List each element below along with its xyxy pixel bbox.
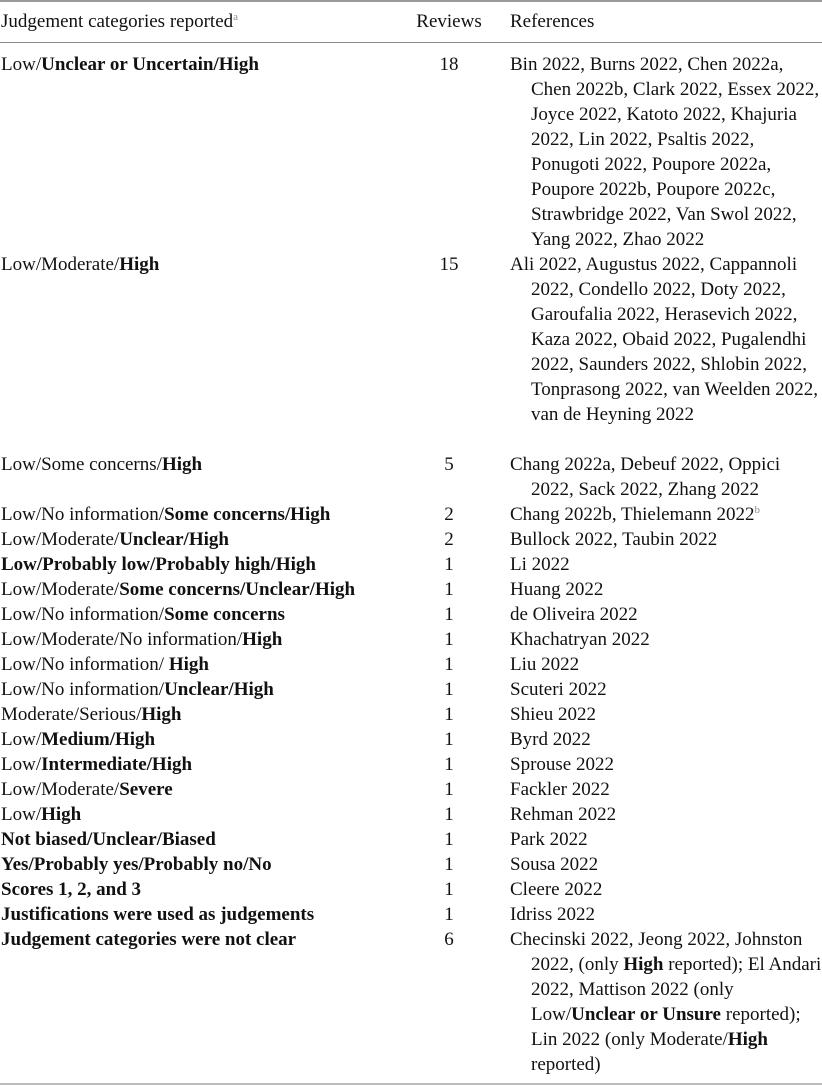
text-run: Checinski 2022, Jeong 2022, Johnston 2022, (only	[510, 929, 803, 975]
references-cell	[510, 777, 822, 802]
text-run: Low/No information/	[1, 504, 165, 525]
text-run: Unclear or Uncertain/High	[41, 54, 259, 75]
judgement-category-cell	[1, 502, 406, 527]
reviews-count-cell: 1	[444, 679, 454, 700]
references-cell	[510, 752, 822, 777]
header-judgement-categories-label: Judgement categories reported	[1, 11, 234, 32]
text-run: Some concerns	[164, 604, 285, 625]
text-run: Some concerns/Unclear/High	[119, 579, 356, 600]
judgement-category-cell	[1, 252, 406, 277]
references-text: Cleere 2022	[510, 879, 603, 900]
judgement-category-cell	[1, 577, 406, 602]
text-run: Low/Some concerns/	[1, 454, 162, 475]
reviews-count-cell: 1	[444, 754, 454, 775]
references-cell	[510, 727, 822, 752]
text-run: Severe	[119, 779, 173, 800]
reviews-count-cell: 1	[444, 904, 454, 925]
text-run: High	[161, 454, 203, 475]
references-text: Sousa 2022	[510, 854, 599, 875]
references-cell	[510, 452, 822, 502]
text-run: reported); El Andari 2022, Mattison 2022 (only Low/	[531, 954, 822, 1025]
references-text: Scuteri 2022	[510, 679, 607, 700]
text-run: High	[141, 704, 182, 725]
header-judgement-categories	[1, 9, 406, 34]
references-cell	[510, 627, 822, 652]
references-text: Bullock 2022, Taubin 2022	[510, 529, 718, 550]
references-text: Rehman 2022	[510, 804, 617, 825]
text-run: Low/No information/	[1, 604, 165, 625]
reviews-count-cell: 1	[444, 629, 454, 650]
text-run: Low/Moderate/	[1, 529, 120, 550]
reviews-count-cell: 1	[444, 829, 454, 850]
judgement-category-cell	[1, 52, 406, 77]
text-run: Unclear or Unsure	[571, 1004, 721, 1025]
text-run: Some concerns/High	[164, 504, 331, 525]
references-text: Chang 2022a, Debeuf 2022, Oppici 2022, Sack 2022, Zhang 2022	[510, 454, 781, 500]
text-run: Low/No information/	[1, 679, 165, 700]
references-cell	[510, 602, 822, 627]
judgement-category-cell	[1, 602, 406, 627]
reviews-count-cell: 1	[444, 704, 454, 725]
text-run: Not biased/Unclear/Biased	[1, 829, 216, 850]
text-run: Low/Probably low/Probably high/High	[1, 554, 316, 575]
reviews-count-cell: 1	[444, 579, 454, 600]
judgement-category-cell	[1, 802, 406, 827]
judgement-category-cell	[1, 552, 406, 577]
text-run: Intermediate/High	[41, 754, 193, 775]
references-text: Liu 2022	[510, 654, 580, 675]
text-run: Low/	[1, 804, 42, 825]
text-run: Judgement categories were not clear	[1, 929, 297, 950]
reviews-count-cell: 2	[444, 529, 454, 550]
judgement-category-cell	[1, 902, 406, 927]
references-text: Shieu 2022	[510, 704, 597, 725]
references-cell	[510, 902, 822, 927]
text-run: Low/Moderate/	[1, 779, 120, 800]
reviews-count-cell: 1	[444, 604, 454, 625]
references-cell	[510, 252, 822, 427]
references-cell	[510, 552, 822, 577]
text-run: Low/	[1, 754, 42, 775]
text-run: Yes/Probably yes/Probably no/No	[1, 854, 272, 875]
text-run: Scores 1, 2, and 3	[1, 879, 142, 900]
references-text: Huang 2022	[510, 579, 604, 600]
references-text: Li 2022	[510, 554, 570, 575]
judgement-category-cell	[1, 452, 406, 477]
references-text: Idriss 2022	[510, 904, 595, 925]
reviews-count-cell: 5	[444, 454, 454, 475]
references-text: Bin 2022, Burns 2022, Chen 2022a, Chen 2022b, Clark 2022, Essex 2022, Joyce 2022, Katoto 2022, Khajuria 2022, Lin 2022, Psaltis 2022, Ponugoti 2022, Poupore 2022a, Poupore 2022b, Poupore 2022c, Strawbridge 2022, Van Swol 2022, Yang 2022, Zhao 2022	[510, 54, 820, 250]
references-cell	[510, 677, 822, 702]
text-run: reported); Lin 2022 (only Moderate/	[531, 1004, 801, 1050]
reviews-count-cell: 1	[444, 729, 454, 750]
references-cell	[510, 877, 822, 902]
reviews-count-cell: 18	[439, 54, 459, 75]
references-cell	[510, 827, 822, 852]
references-cell	[510, 702, 822, 727]
reviews-count-cell: 1	[444, 779, 454, 800]
footnote-marker-b: b	[754, 504, 761, 516]
judgement-category-cell	[1, 777, 406, 802]
reviews-count-cell: 1	[444, 654, 454, 675]
references-text: Sprouse 2022	[510, 754, 614, 775]
text-run: Low/Moderate/	[1, 579, 120, 600]
judgement-category-cell	[1, 827, 406, 852]
text-run: Unclear/High	[119, 529, 229, 550]
text-run: Low/No information/	[1, 654, 169, 675]
text-run: High	[727, 1029, 768, 1050]
table-bottom-rule	[0, 1083, 822, 1085]
header-references: References	[510, 11, 595, 32]
reviews-count-cell: 15	[439, 254, 459, 275]
text-run: High	[168, 654, 209, 675]
text-run: Medium/High	[41, 729, 156, 750]
judgement-category-cell	[1, 852, 406, 877]
references-text: Ali 2022, Augustus 2022, Cappannoli 2022, Condello 2022, Doty 2022, Garoufalia 2022, Herasevich 2022, Kaza 2022, Obaid 2022, Pugalendhi 2022, Saunders 2022, Shlobin 2022, Tonprasong 2022, van Weelden 2022, van de Heyning 2022	[510, 254, 819, 425]
references-cell	[510, 52, 822, 252]
references-cell	[510, 527, 822, 552]
text-run: Low/Moderate/	[1, 254, 120, 275]
judgement-category-cell	[1, 752, 406, 777]
text-run: reported)	[531, 1054, 601, 1075]
references-text: Chang 2022b, Thielemann 2022	[510, 504, 755, 525]
references-text: de Oliveira 2022	[510, 604, 638, 625]
judgement-category-cell	[1, 677, 406, 702]
reviews-count-cell: 2	[444, 504, 454, 525]
text-run: Low/	[1, 54, 42, 75]
footnote-marker-a: a	[233, 11, 239, 23]
text-run: Justifications were used as judgements	[1, 904, 315, 925]
header-reviews: Reviews	[416, 11, 482, 32]
text-run: Moderate/Serious/	[1, 704, 142, 725]
judgement-category-cell	[1, 927, 406, 952]
table-top-rule	[0, 0, 822, 2]
references-cell	[510, 577, 822, 602]
reviews-count-cell: 1	[444, 854, 454, 875]
references-text: Park 2022	[510, 829, 588, 850]
references-text: Byrd 2022	[510, 729, 591, 750]
judgement-category-cell	[1, 727, 406, 752]
reviews-count-cell: 1	[444, 554, 454, 575]
judgement-category-cell	[1, 652, 406, 677]
judgement-category-cell	[1, 702, 406, 727]
references-cell	[510, 852, 822, 877]
text-run: High	[623, 954, 664, 975]
text-run: Low/Moderate/No information/	[1, 629, 243, 650]
judgement-category-cell	[1, 877, 406, 902]
reviews-count-cell: 6	[444, 929, 454, 950]
text-run: High	[119, 254, 160, 275]
text-run: Unclear/High	[164, 679, 274, 700]
reviews-count-cell: 1	[444, 879, 454, 900]
text-run: High	[242, 629, 283, 650]
judgement-category-cell	[1, 527, 406, 552]
references-text: Fackler 2022	[510, 779, 610, 800]
reviews-count-cell: 1	[444, 804, 454, 825]
references-cell	[510, 802, 822, 827]
references-cell	[510, 502, 822, 527]
header-rule	[0, 42, 822, 43]
references-cell	[510, 927, 822, 1077]
text-run: Low/	[1, 729, 42, 750]
text-run: High	[41, 804, 82, 825]
references-text: Khachatryan 2022	[510, 629, 650, 650]
judgement-category-cell	[1, 627, 406, 652]
references-cell	[510, 652, 822, 677]
